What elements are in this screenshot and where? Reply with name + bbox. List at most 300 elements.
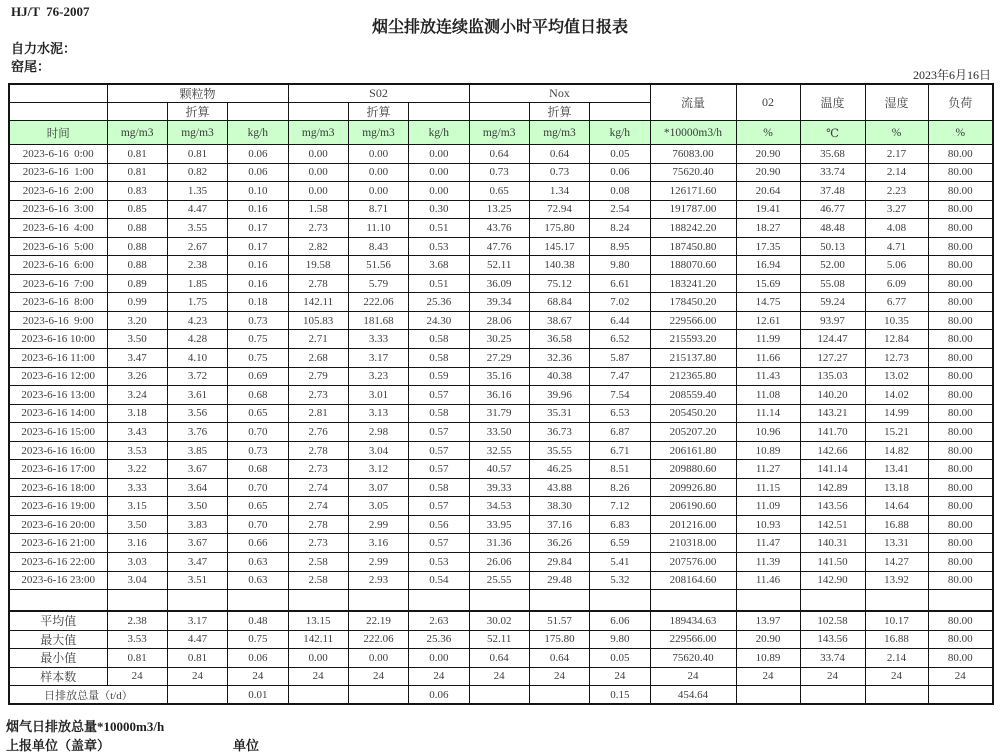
value-cell [529, 686, 589, 705]
value-cell: 175.80 [529, 219, 589, 238]
value-cell: 3.17 [167, 611, 227, 630]
value-cell: 141.70 [800, 423, 865, 442]
value-cell: 31.36 [469, 534, 529, 553]
value-cell: 93.97 [800, 311, 865, 330]
value-cell: 2.99 [348, 553, 408, 572]
value-cell: 0.00 [409, 163, 469, 182]
value-cell: 206161.80 [650, 441, 736, 460]
value-cell: 24 [228, 667, 288, 686]
data-row [9, 460, 993, 479]
value-cell: 201216.00 [650, 515, 736, 534]
value-cell: 5.79 [348, 274, 408, 293]
value-cell: 12.61 [736, 311, 800, 330]
value-cell: 80.00 [928, 219, 993, 238]
value-cell: 10.96 [736, 423, 800, 442]
value-cell: 24 [348, 667, 408, 686]
value-cell: 3.23 [348, 367, 408, 386]
value-cell: 2.74 [288, 478, 348, 497]
value-cell: 142.90 [800, 571, 865, 590]
value-cell: 0.68 [228, 460, 288, 479]
value-cell: 3.68 [409, 256, 469, 275]
value-cell: 145.17 [529, 237, 589, 256]
value-cell: 80.00 [928, 367, 993, 386]
value-cell [650, 590, 736, 612]
data-row [9, 386, 993, 405]
value-cell: 0.70 [228, 515, 288, 534]
data-row [9, 182, 993, 201]
summary-row [9, 649, 993, 668]
value-cell: 11.27 [736, 460, 800, 479]
value-cell: 0.15 [590, 686, 650, 705]
value-cell: 7.12 [590, 497, 650, 516]
col-group-load: 负荷 [928, 84, 993, 121]
header-row-groups [9, 84, 993, 103]
value-cell: 2.68 [288, 349, 348, 368]
value-cell: 7.47 [590, 367, 650, 386]
value-cell: 19.58 [288, 256, 348, 275]
value-cell: 11.14 [736, 404, 800, 423]
value-cell: 24 [650, 667, 736, 686]
value-cell: 2.58 [288, 571, 348, 590]
value-cell: 80.00 [928, 293, 993, 312]
value-cell: 0.70 [228, 423, 288, 442]
col-group-o2: 02 [736, 84, 800, 121]
value-cell: 80.00 [928, 349, 993, 368]
value-cell: 0.88 [107, 219, 167, 238]
value-cell: 43.76 [469, 219, 529, 238]
value-cell: 0.05 [590, 145, 650, 164]
value-cell: 0.30 [409, 200, 469, 219]
value-cell: 2.78 [288, 274, 348, 293]
value-cell: 0.06 [228, 145, 288, 164]
data-row [9, 237, 993, 256]
value-cell: 80.00 [928, 182, 993, 201]
value-cell: 209880.60 [650, 460, 736, 479]
value-cell: 3.85 [167, 441, 227, 460]
value-cell: 80.00 [928, 553, 993, 572]
value-cell: 8.26 [590, 478, 650, 497]
data-row [9, 256, 993, 275]
time-cell: 2023-6-16 21:00 [9, 534, 107, 553]
value-cell: 37.48 [800, 182, 865, 201]
value-cell: 4.47 [167, 200, 227, 219]
value-cell: 6.61 [590, 274, 650, 293]
time-cell: 2023-6-16 18:00 [9, 478, 107, 497]
value-cell: 0.99 [107, 293, 167, 312]
value-cell: 0.51 [409, 219, 469, 238]
value-cell: 52.11 [469, 630, 529, 649]
value-cell [736, 590, 800, 612]
value-cell: 80.00 [928, 145, 993, 164]
value-cell: 0.81 [107, 145, 167, 164]
value-cell: 142.89 [800, 478, 865, 497]
value-cell: 80.00 [928, 497, 993, 516]
value-cell [736, 686, 800, 705]
value-cell: 14.64 [865, 497, 928, 516]
value-cell: 0.17 [228, 237, 288, 256]
data-row [9, 145, 993, 164]
time-cell: 2023-6-16 12:00 [9, 367, 107, 386]
value-cell: 140.38 [529, 256, 589, 275]
value-cell: 19.41 [736, 200, 800, 219]
value-cell: 8.71 [348, 200, 408, 219]
value-cell: 142.51 [800, 515, 865, 534]
data-row [9, 219, 993, 238]
value-cell: 11.39 [736, 553, 800, 572]
value-cell: 205207.20 [650, 423, 736, 442]
value-cell: 229566.00 [650, 311, 736, 330]
value-cell: 80.00 [928, 515, 993, 534]
value-cell [167, 686, 227, 705]
value-cell: 80.00 [928, 460, 993, 479]
value-cell: 0.64 [529, 649, 589, 668]
value-cell: 37.16 [529, 515, 589, 534]
value-cell: 2.23 [865, 182, 928, 201]
value-cell: 1.58 [288, 200, 348, 219]
value-cell: 30.02 [469, 611, 529, 630]
value-cell: 48.48 [800, 219, 865, 238]
value-cell [800, 686, 865, 705]
value-cell: 80.00 [928, 404, 993, 423]
value-cell: 0.58 [409, 330, 469, 349]
value-cell: 140.20 [800, 386, 865, 405]
value-cell: 80.00 [928, 163, 993, 182]
value-cell: 2.38 [167, 256, 227, 275]
value-cell: 0.53 [409, 553, 469, 572]
value-cell: 20.90 [736, 163, 800, 182]
converted-label: 折算 [167, 103, 227, 121]
time-cell: 2023-6-16 0:00 [9, 145, 107, 164]
data-row [9, 553, 993, 572]
data-row [9, 349, 993, 368]
value-cell: 3.24 [107, 386, 167, 405]
value-cell: 2.58 [288, 553, 348, 572]
value-cell: 24 [529, 667, 589, 686]
value-cell: 1.35 [167, 182, 227, 201]
value-cell: 0.57 [409, 441, 469, 460]
data-row [9, 163, 993, 182]
value-cell: 3.22 [107, 460, 167, 479]
value-cell: 3.47 [167, 553, 227, 572]
value-cell: 24 [800, 667, 865, 686]
value-cell: 3.15 [107, 497, 167, 516]
value-cell: 0.75 [228, 330, 288, 349]
report-table [8, 83, 994, 705]
value-cell: 7.54 [590, 386, 650, 405]
value-cell: 0.73 [228, 441, 288, 460]
value-cell: 127.27 [800, 349, 865, 368]
value-cell: 11.09 [736, 497, 800, 516]
company-name: 自力水泥： [11, 41, 77, 56]
unit-cell: mg/m3 [469, 121, 529, 145]
value-cell: 51.57 [529, 611, 589, 630]
data-row [9, 404, 993, 423]
value-cell: 11.08 [736, 386, 800, 405]
value-cell: 15.69 [736, 274, 800, 293]
header-blank [107, 103, 167, 121]
time-cell: 2023-6-16 14:00 [9, 404, 107, 423]
value-cell: 2.63 [409, 611, 469, 630]
value-cell: 0.63 [228, 553, 288, 572]
value-cell: 3.50 [167, 497, 227, 516]
value-cell: 3.56 [167, 404, 227, 423]
time-cell: 2023-6-16 20:00 [9, 515, 107, 534]
value-cell: 80.00 [928, 478, 993, 497]
value-cell: 454.64 [650, 686, 736, 705]
unit-cell: % [928, 121, 993, 145]
value-cell: 209926.80 [650, 478, 736, 497]
value-cell: 2.73 [288, 386, 348, 405]
time-cell: 2023-6-16 9:00 [9, 311, 107, 330]
value-cell: 2.73 [288, 460, 348, 479]
value-cell: 0.00 [288, 145, 348, 164]
value-cell: 0.00 [348, 163, 408, 182]
value-cell: 14.27 [865, 553, 928, 572]
value-cell: 6.52 [590, 330, 650, 349]
value-cell: 0.18 [228, 293, 288, 312]
time-cell: 2023-6-16 8:00 [9, 293, 107, 312]
value-cell: 52.11 [469, 256, 529, 275]
col-group-particulate: 颗粒物 [107, 84, 288, 103]
data-row [9, 497, 993, 516]
kiln-label: 窑尾： [11, 59, 51, 74]
value-cell: 0.58 [409, 404, 469, 423]
time-cell: 2023-6-16 5:00 [9, 237, 107, 256]
value-cell: 229566.00 [650, 630, 736, 649]
value-cell: 16.94 [736, 256, 800, 275]
value-cell: 18.27 [736, 219, 800, 238]
value-cell: 0.16 [228, 200, 288, 219]
value-cell: 80.00 [928, 237, 993, 256]
value-cell: 0.81 [107, 649, 167, 668]
value-cell [167, 590, 227, 612]
value-cell [409, 590, 469, 612]
header-blank [9, 84, 107, 103]
header-blank [469, 103, 529, 121]
value-cell: 11.43 [736, 367, 800, 386]
value-cell: 5.32 [590, 571, 650, 590]
time-cell: 2023-6-16 13:00 [9, 386, 107, 405]
header-blank [9, 103, 107, 121]
value-cell: 36.58 [529, 330, 589, 349]
value-cell: 51.56 [348, 256, 408, 275]
value-cell: 0.64 [469, 649, 529, 668]
value-cell: 0.57 [409, 386, 469, 405]
value-cell: 46.25 [529, 460, 589, 479]
value-cell: 0.81 [167, 145, 227, 164]
value-cell: 205450.20 [650, 404, 736, 423]
value-cell: 222.06 [348, 630, 408, 649]
page-title: 烟尘排放连续监测小时平均值日报表 [371, 19, 628, 36]
value-cell: 3.17 [348, 349, 408, 368]
time-cell: 2023-6-16 7:00 [9, 274, 107, 293]
value-cell: 34.53 [469, 497, 529, 516]
value-cell: 2.78 [288, 441, 348, 460]
value-cell: 3.47 [107, 349, 167, 368]
value-cell: 46.77 [800, 200, 865, 219]
value-cell: 24 [167, 667, 227, 686]
value-cell: 25.36 [409, 293, 469, 312]
value-cell: 0.08 [590, 182, 650, 201]
summary-label [9, 590, 107, 612]
value-cell: 126171.60 [650, 182, 736, 201]
value-cell: 11.47 [736, 534, 800, 553]
value-cell: 3.07 [348, 478, 408, 497]
value-cell: 59.24 [800, 293, 865, 312]
report-date: 2023年6月16日 [912, 68, 991, 82]
value-cell: 3.55 [167, 219, 227, 238]
value-cell: 2.54 [590, 200, 650, 219]
value-cell: 2.73 [288, 219, 348, 238]
value-cell: 10.93 [736, 515, 800, 534]
value-cell: 0.00 [288, 649, 348, 668]
value-cell: 0.73 [469, 163, 529, 182]
value-cell: 0.64 [529, 145, 589, 164]
value-cell: 25.36 [409, 630, 469, 649]
value-cell: 35.68 [800, 145, 865, 164]
value-cell: 68.84 [529, 293, 589, 312]
value-cell: 14.75 [736, 293, 800, 312]
value-cell: 2.76 [288, 423, 348, 442]
value-cell: 3.53 [107, 441, 167, 460]
value-cell: 6.87 [590, 423, 650, 442]
value-cell: 3.16 [107, 534, 167, 553]
value-cell: 0.88 [107, 237, 167, 256]
value-cell: 24 [590, 667, 650, 686]
value-cell: 2.74 [288, 497, 348, 516]
value-cell: 0.73 [529, 163, 589, 182]
value-cell: 0.01 [228, 686, 288, 705]
value-cell: 4.71 [865, 237, 928, 256]
value-cell: 1.85 [167, 274, 227, 293]
value-cell: 187450.80 [650, 237, 736, 256]
value-cell: 3.27 [865, 200, 928, 219]
value-cell: 6.09 [865, 274, 928, 293]
footer-report-unit: 上报单位（盖章） [6, 738, 111, 753]
value-cell: 0.00 [348, 145, 408, 164]
value-cell: 24 [409, 667, 469, 686]
value-cell [469, 590, 529, 612]
unit-cell: *10000m3/h [650, 121, 736, 145]
header-blank [590, 103, 650, 121]
spacer-row [9, 590, 993, 612]
value-cell: 2.82 [288, 237, 348, 256]
value-cell: 183241.20 [650, 274, 736, 293]
value-cell: 80.00 [928, 200, 993, 219]
value-cell: 24 [469, 667, 529, 686]
value-cell: 3.01 [348, 386, 408, 405]
value-cell: 0.06 [409, 686, 469, 705]
value-cell: 39.96 [529, 386, 589, 405]
value-cell: 13.92 [865, 571, 928, 590]
value-cell: 105.83 [288, 311, 348, 330]
value-cell: 142.11 [288, 293, 348, 312]
value-cell: 80.00 [928, 274, 993, 293]
value-cell: 0.81 [167, 649, 227, 668]
value-cell: 1.75 [167, 293, 227, 312]
time-cell: 2023-6-16 2:00 [9, 182, 107, 201]
value-cell: 141.50 [800, 553, 865, 572]
value-cell: 140.31 [800, 534, 865, 553]
value-cell: 80.00 [928, 571, 993, 590]
value-cell: 26.06 [469, 553, 529, 572]
value-cell: 47.76 [469, 237, 529, 256]
value-cell: 10.89 [736, 649, 800, 668]
value-cell: 2.71 [288, 330, 348, 349]
value-cell: 175.80 [529, 630, 589, 649]
value-cell [228, 590, 288, 612]
time-cell: 2023-6-16 6:00 [9, 256, 107, 275]
value-cell: 35.55 [529, 441, 589, 460]
value-cell: 16.88 [865, 515, 928, 534]
value-cell: 2.14 [865, 163, 928, 182]
value-cell: 3.03 [107, 553, 167, 572]
converted-label: 折算 [348, 103, 408, 121]
value-cell [348, 590, 408, 612]
value-cell: 14.02 [865, 386, 928, 405]
data-row [9, 311, 993, 330]
value-cell: 208164.60 [650, 571, 736, 590]
value-cell: 15.21 [865, 423, 928, 442]
value-cell: 0.68 [228, 386, 288, 405]
value-cell: 3.43 [107, 423, 167, 442]
value-cell: 2.99 [348, 515, 408, 534]
value-cell: 17.35 [736, 237, 800, 256]
value-cell: 13.02 [865, 367, 928, 386]
value-cell: 27.29 [469, 349, 529, 368]
value-cell: 33.50 [469, 423, 529, 442]
value-cell: 4.10 [167, 349, 227, 368]
value-cell [288, 590, 348, 612]
value-cell: 11.15 [736, 478, 800, 497]
value-cell: 5.41 [590, 553, 650, 572]
value-cell: 6.59 [590, 534, 650, 553]
value-cell: 80.00 [928, 330, 993, 349]
value-cell: 3.67 [167, 534, 227, 553]
header-row-units [9, 121, 993, 145]
value-cell: 35.31 [529, 404, 589, 423]
value-cell: 0.57 [409, 534, 469, 553]
value-cell: 52.00 [800, 256, 865, 275]
time-cell: 2023-6-16 16:00 [9, 441, 107, 460]
value-cell: 1.34 [529, 182, 589, 201]
value-cell: 75620.40 [650, 163, 736, 182]
value-cell: 0.53 [409, 237, 469, 256]
value-cell: 0.57 [409, 497, 469, 516]
converted-label: 折算 [529, 103, 589, 121]
data-row [9, 515, 993, 534]
value-cell: 30.25 [469, 330, 529, 349]
value-cell: 6.71 [590, 441, 650, 460]
value-cell: 24.30 [409, 311, 469, 330]
value-cell: 55.08 [800, 274, 865, 293]
value-cell [928, 590, 993, 612]
value-cell: 32.36 [529, 349, 589, 368]
unit-cell: mg/m3 [167, 121, 227, 145]
value-cell: 0.06 [228, 649, 288, 668]
value-cell: 0.06 [590, 163, 650, 182]
value-cell: 0.05 [590, 649, 650, 668]
value-cell: 8.95 [590, 237, 650, 256]
value-cell: 36.73 [529, 423, 589, 442]
summary-row [9, 630, 993, 649]
value-cell: 24 [288, 667, 348, 686]
value-cell [529, 590, 589, 612]
unit-cell: kg/h [590, 121, 650, 145]
value-cell: 20.64 [736, 182, 800, 201]
value-cell: 2.79 [288, 367, 348, 386]
time-cell: 2023-6-16 17:00 [9, 460, 107, 479]
